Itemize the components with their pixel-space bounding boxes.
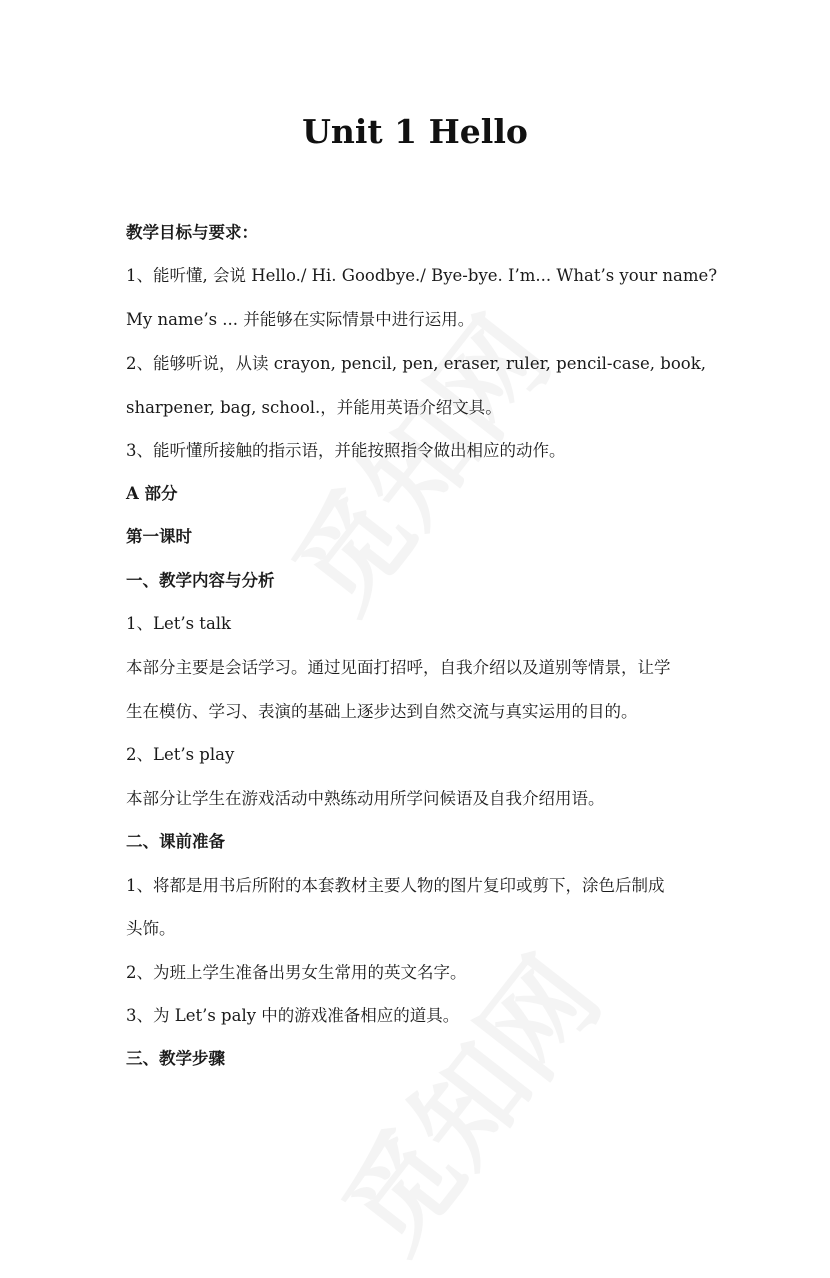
paragraph-line: 头饰。 — [126, 919, 176, 938]
paragraph-line: 生在模仿、学习、表演的基础上逐步达到自然交流与真实运用的目的。 — [126, 702, 638, 721]
paragraph-line: 本部分让学生在游戏活动中熟练动用所学问候语及自我介绍用语。 — [126, 789, 605, 808]
section-heading: 二、课前准备 — [126, 832, 225, 851]
document-title: Unit 1 Hello — [302, 112, 528, 151]
paragraph-line: sharpener, bag, school.，并能用英语介绍文具。 — [126, 398, 502, 417]
paragraph-line: 2、Let’s play — [126, 745, 235, 764]
paragraph-line: 1、能听懂, 会说 Hello./ Hi. Goodbye./ Bye-bye. I’m... What’s your name? — [126, 266, 718, 285]
paragraph-line: 3、能听懂所接触的指示语，并能按照指令做出相应的动作。 — [126, 441, 566, 460]
paragraph-line: 本部分主要是会话学习。通过见面打招呼，自我介绍以及道别等情景，让学 — [126, 658, 671, 677]
section-heading: 三、教学步骤 — [126, 1049, 225, 1068]
paragraph-line: 2、为班上学生准备出男女生常用的英文名字。 — [126, 963, 467, 982]
section-heading: 一、教学内容与分析 — [126, 571, 275, 590]
paragraph-line: 1、将都是用书后所附的本套教材主要人物的图片复印或剪下，涂色后制成 — [126, 876, 665, 895]
paragraph-line: My name’s ... 并能够在实际情景中进行运用。 — [126, 310, 475, 329]
section-heading: A 部分 — [126, 484, 178, 503]
section-heading: 教学目标与要求： — [126, 223, 258, 242]
paragraph-line: 2、能够听说，从读 crayon, pencil, pen, eraser, ruler, pencil-case, book, — [126, 354, 706, 373]
paragraph-line: 1、Let’s talk — [126, 614, 232, 633]
section-heading: 第一课时 — [126, 527, 192, 546]
paragraph-line: 3、为 Let’s paly 中的游戏准备相应的道具。 — [126, 1006, 460, 1025]
